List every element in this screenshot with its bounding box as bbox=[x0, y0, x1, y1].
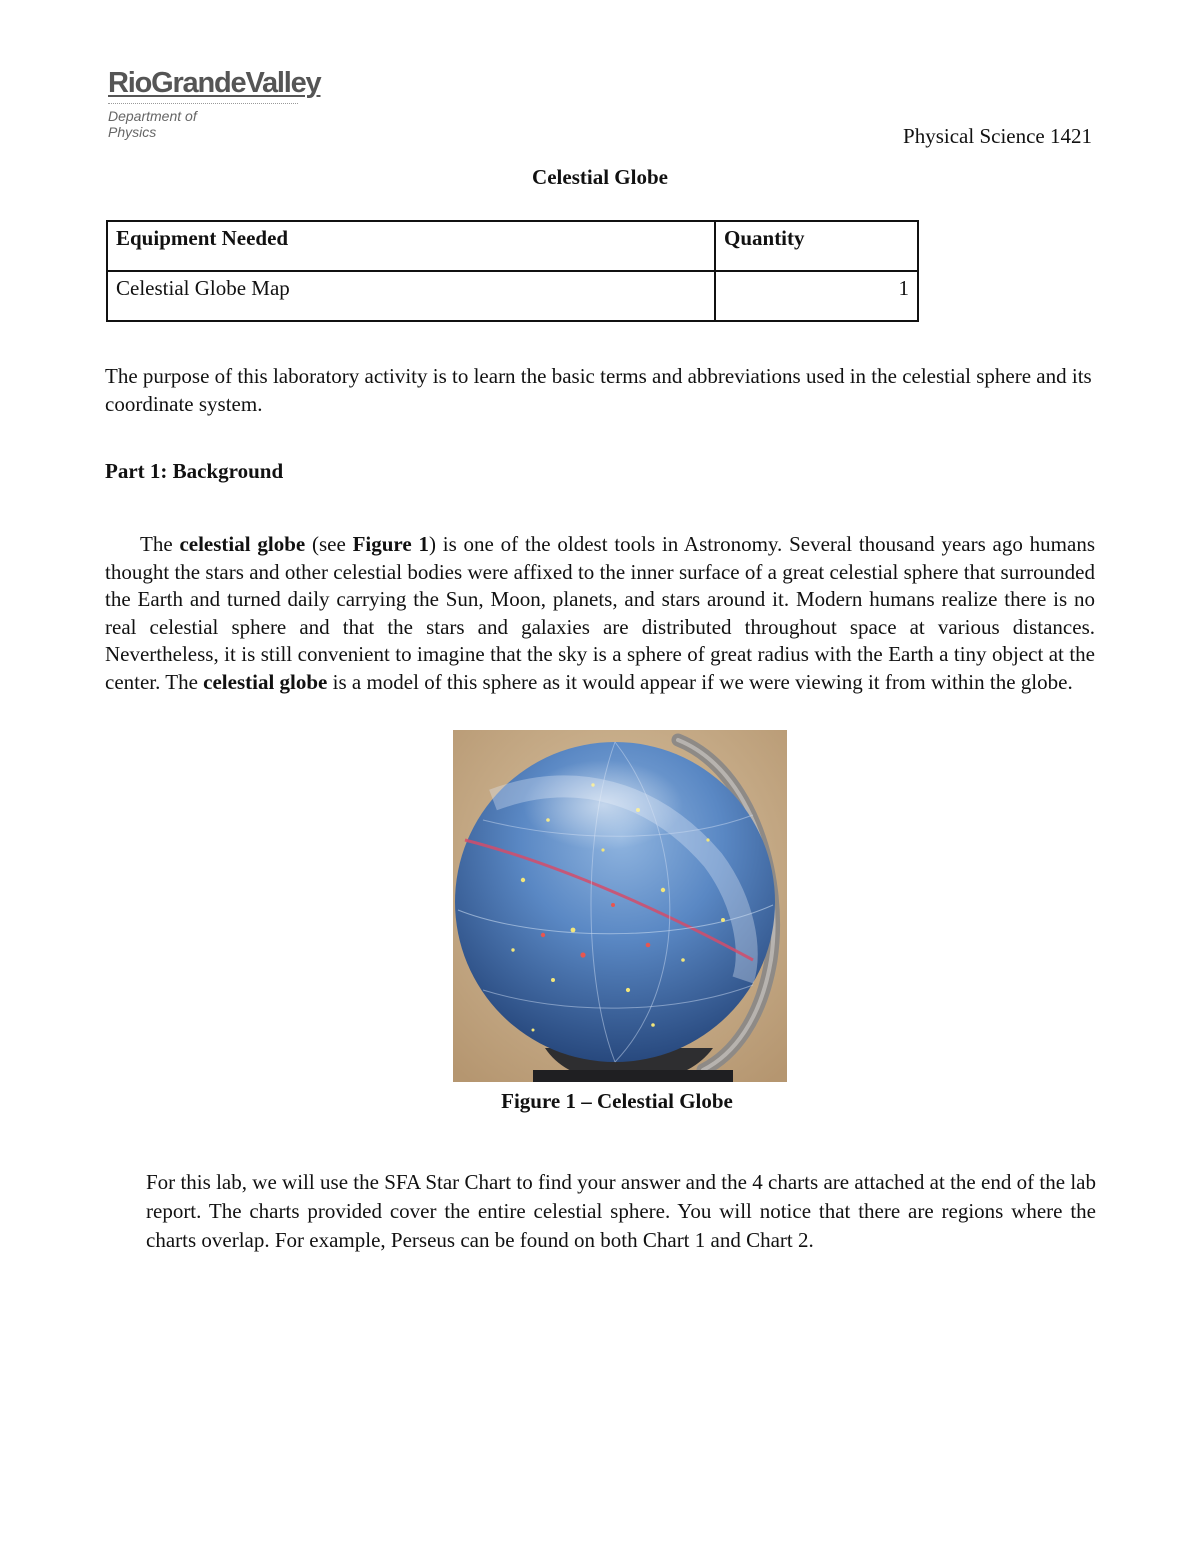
term-celestial-globe: celestial globe bbox=[179, 532, 306, 556]
course-name: Physical Science 1421 bbox=[903, 124, 1092, 148]
logo-department-line2: Physics bbox=[108, 124, 157, 140]
light-reflection bbox=[523, 760, 683, 850]
university-logo bbox=[108, 66, 338, 140]
equipment-table bbox=[106, 220, 919, 322]
table-header-row bbox=[107, 221, 918, 271]
figure-reference: Figure 1 bbox=[352, 532, 429, 556]
text-run: ) is one of the oldest tools in Astronomy. Several thousand years ago humans thought the stars and other celestial bodies were affixed to the inner surface of a great celestial sphere that surrounded the Earth and turned daily carrying the Sun, Moon, planets, and stars around it. Modern humans realize there is no real celestial sphere and that the stars and galaxies are distributed throughout space at various distances. Nevertheless, it is still convenient to imagine that the sky is a sphere of great radius with the Earth a tiny object at the center. The bbox=[105, 532, 1095, 694]
section-heading-part1: Part 1: Background bbox=[105, 459, 284, 483]
column-header-quantity: Quantity bbox=[715, 221, 918, 271]
globe-illustration bbox=[453, 730, 787, 1082]
column-header-equipment: Equipment Needed bbox=[107, 221, 715, 271]
text-run: (see bbox=[305, 532, 353, 556]
document-title: Celestial Globe bbox=[532, 165, 668, 189]
closing-paragraph: For this lab, we will use the SFA Star Chart to find your answer and the 4 charts are attached at the end of the lab report. The charts provided cover the entire celestial sphere. You will notice that there are regions where the charts overlap. For example, Perseus can be found on both Chart 1 and Chart 2. bbox=[146, 1170, 1096, 1252]
logo-department-line1: Department of bbox=[108, 108, 197, 124]
text-run: The bbox=[140, 532, 180, 556]
table-row bbox=[107, 271, 918, 321]
term-celestial-globe: celestial globe bbox=[203, 669, 328, 694]
logo-wordmark-text: RioGrandeValley bbox=[108, 67, 321, 99]
intro-paragraph: The purpose of this laboratory activity is to learn the basic terms and abbreviations used in the celestial sphere and its coordinate system. bbox=[105, 364, 1092, 416]
globe-base bbox=[533, 1070, 733, 1082]
equipment-item-cell: Celestial Globe Map bbox=[107, 271, 715, 321]
background-paragraph bbox=[105, 531, 1095, 696]
figure-caption: Figure 1 – Celestial Globe bbox=[501, 1089, 733, 1113]
text-run: is a model of this sphere as it would appear if we were viewing it from within the globe. bbox=[327, 669, 1073, 694]
logo-divider bbox=[108, 103, 298, 104]
logo-wordmark bbox=[108, 66, 338, 100]
celestial-globe-photo bbox=[453, 730, 787, 1082]
quantity-cell: 1 bbox=[715, 271, 918, 321]
